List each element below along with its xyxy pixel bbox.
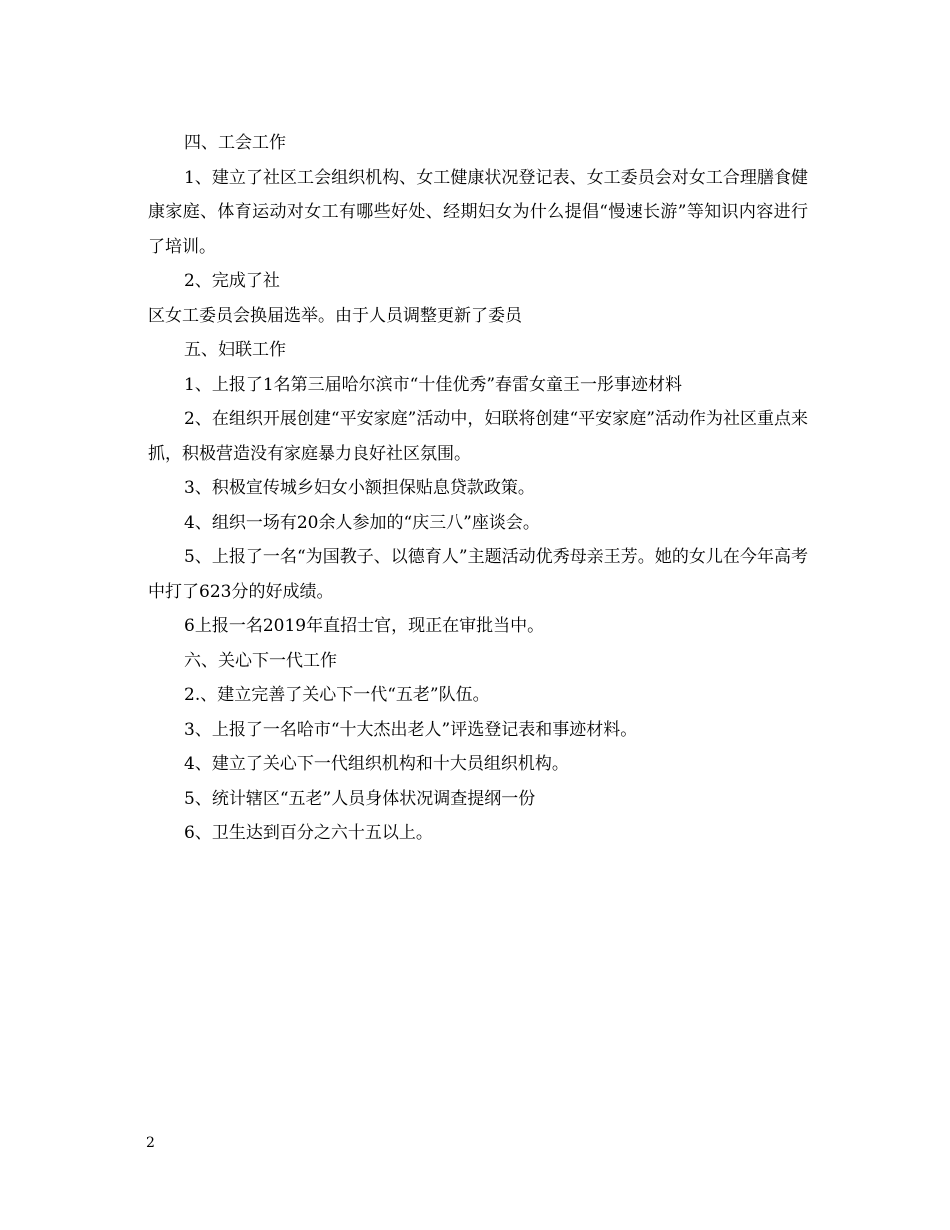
page-number: 2: [146, 1135, 155, 1151]
section-heading-womens-federation: 五、妇联工作: [184, 340, 286, 360]
paragraph: 4、组织一场有20余人参加的“庆三八”座谈会。: [184, 512, 540, 533]
paragraph: 5、统计辖区“五老”人员身体状况调查提纲一份: [184, 788, 536, 809]
paragraph: 5、上报了一名“为国教子、以德育人”主题活动优秀母亲王芳。她的女儿在今年高考中打了623分的好成绩。: [148, 547, 808, 602]
paragraph: 1、建立了社区工会组织机构、女工健康状况登记表、女工委员会对女工合理膳食健康家庭、体育运动对女工有哪些好处、经期妇女为什么提倡“慢速长游”等知识内容进行了培训。: [148, 167, 808, 257]
document-body: [148, 126, 808, 851]
paragraph: 6、卫生达到百分之六十五以上。: [184, 823, 433, 843]
paragraph: 区女工委员会换届选举。由于人员调整更新了委员: [148, 305, 522, 326]
paragraph: 4、建立了关心下一代组织机构和十大员组织机构。: [184, 754, 569, 774]
section-heading-union: 四、工会工作: [184, 133, 286, 153]
section-heading-next-generation: 六、关心下一代工作: [184, 650, 337, 671]
paragraph: 2、在组织开展创建“平安家庭”活动中，妇联将创建“平安家庭”活动作为社区重点来抓，积极营造没有家庭暴力良好社区氛围。: [148, 409, 808, 464]
paragraph: 6上报一名2019年直招士官，现正在审批当中。: [184, 616, 545, 636]
paragraph: 3、积极宣传城乡妇女小额担保贴息贷款政策。: [184, 478, 535, 498]
paragraph: 3、上报了一名哈市“十大杰出老人”评选登记表和事迹材料。: [184, 719, 638, 740]
paragraph: 2、完成了社: [184, 271, 280, 291]
paragraph: 1、上报了1名第三届哈尔滨市“十佳优秀”春雷女童王一彤事迹材料: [184, 374, 683, 395]
paragraph: 2.、建立完善了关心下一代“五老”队伍。: [184, 685, 490, 705]
